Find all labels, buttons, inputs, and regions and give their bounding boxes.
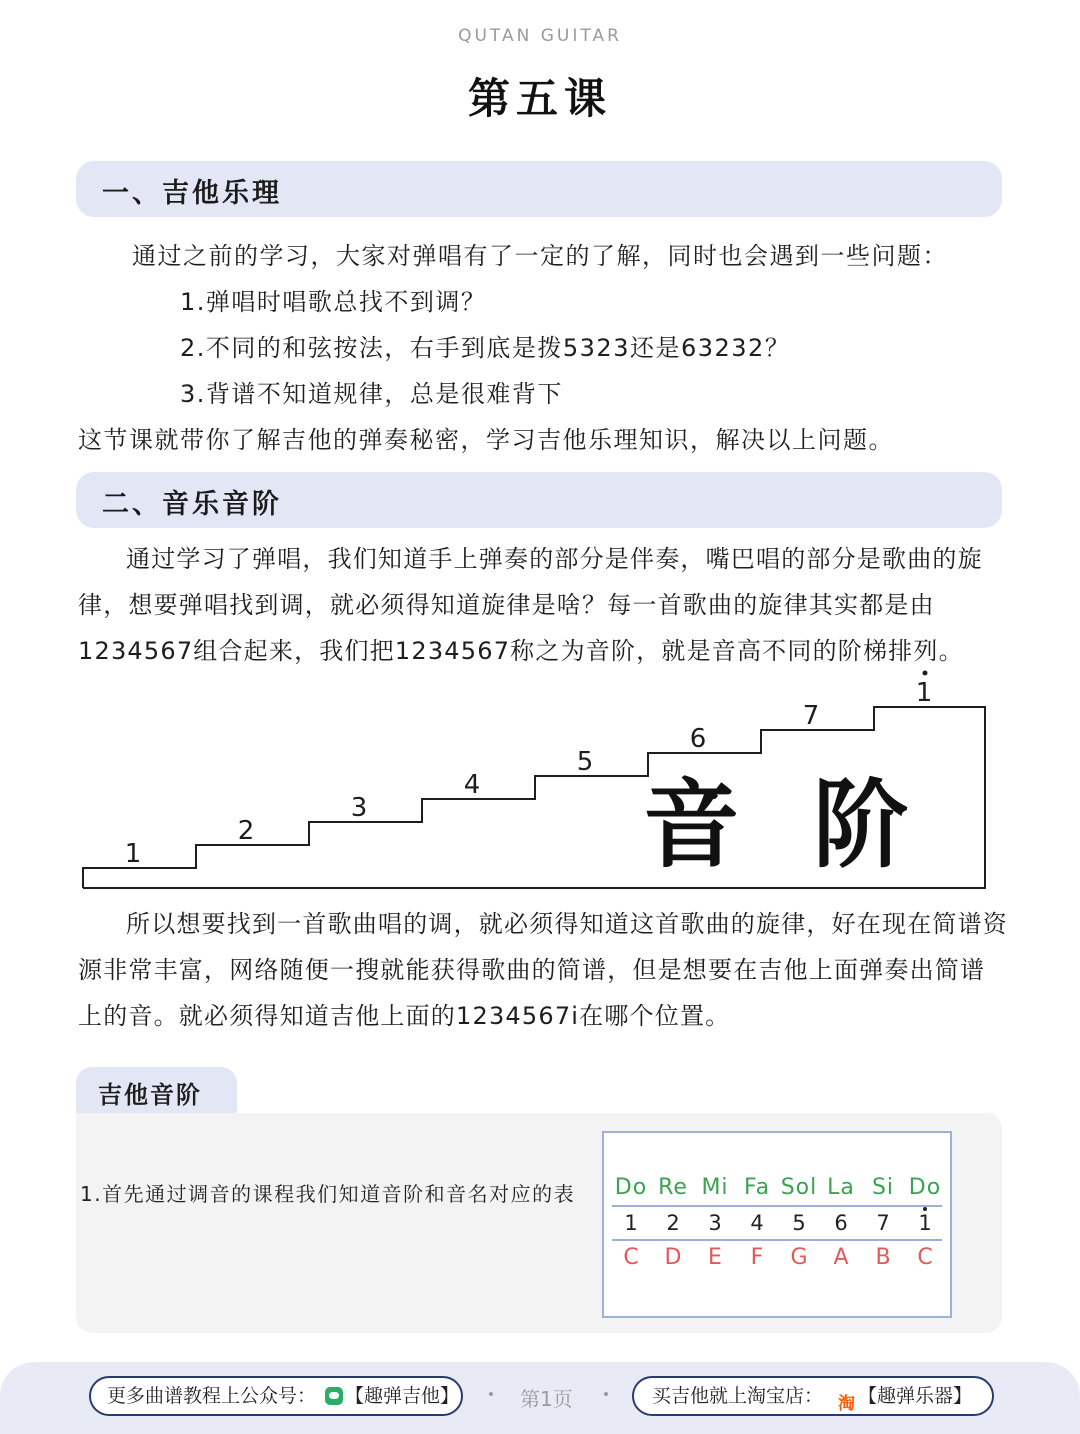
wechat-account: 【趣弹吉他】	[345, 1385, 460, 1407]
scale-cell: Re	[658, 1175, 688, 1200]
question-item: 3.背谱不知道规律，总是很难背下	[180, 380, 563, 408]
divider	[612, 1205, 942, 1207]
section-heading: 一、吉他乐理	[102, 178, 282, 209]
taobao-prompt: 买吉他就上淘宝店：	[652, 1385, 824, 1407]
scale-cell: 1	[624, 1211, 638, 1235]
wechat-prompt: 更多曲谱教程上公众号：	[107, 1385, 317, 1407]
number-row	[610, 1211, 946, 1235]
step-label: 5	[576, 747, 594, 777]
staircase-diagram	[0, 670, 1080, 895]
divider	[612, 1239, 942, 1241]
taobao-shop: 【趣弹乐器】	[858, 1385, 973, 1407]
scale-cell: C	[623, 1245, 639, 1270]
section-heading: 二、音乐音阶	[102, 489, 282, 520]
section-header-scale	[76, 472, 1002, 528]
scale-cell: 2	[666, 1211, 680, 1235]
scale-label: 音 阶	[643, 769, 929, 881]
scale-cell: D	[664, 1245, 682, 1270]
scale-cell: B	[875, 1245, 891, 1270]
high-octave-dot	[923, 671, 928, 676]
scale-cell: E	[708, 1245, 722, 1270]
scale-cell: Mi	[701, 1175, 729, 1200]
scale-cell: 3	[708, 1211, 722, 1235]
scale-cell: 4	[750, 1211, 764, 1235]
question-item: 2.不同的和弦按法，右手到底是拨5323还是63232？	[180, 334, 791, 362]
section-header-theory	[76, 161, 1002, 217]
wechat-icon	[325, 1387, 343, 1405]
step-label: 7	[802, 701, 820, 731]
scale-paragraph: 通过学习了弹唱，我们知道手上弹奏的部分是伴奏，嘴巴唱的部分是歌曲的旋律，想要弹唱找到调，就必须得知道旋律是啥？每一首歌曲的旋律其实都是由1234567组合起来，我们把1234567称之为音阶，就是音高不同的阶梯排列。	[78, 545, 983, 665]
taobao-icon: 淘	[838, 1394, 855, 1414]
question-item: 1.弹唱时唱歌总找不到调？	[180, 288, 487, 316]
scale-cell: 6	[834, 1211, 848, 1235]
brand-text: QUTAN GUITAR	[458, 26, 622, 46]
scale-cell: Fa	[743, 1175, 771, 1200]
summary-line: 这节课就带你了解吉他的弹奏秘密，学习吉他乐理知识，解决以上问题。	[78, 426, 894, 454]
solfege-row	[610, 1175, 946, 1200]
high-octave-dot	[923, 1207, 927, 1211]
guitar-paragraph: 所以想要找到一首歌曲唱的调，就必须得知道这首歌曲的旋律，好在现在简谱资源非常丰富，网络随便一搜就能获得歌曲的简谱，但是想要在吉他上面弹奏出简谱上的音。就必须得知道吉他上面的1234567i在哪个位置。	[78, 910, 1008, 1030]
intro-line: 通过之前的学习，大家对弹唱有了一定的了解，同时也会遇到一些问题：	[132, 242, 948, 270]
letter-row	[610, 1245, 946, 1270]
scale-cell: 5	[792, 1211, 806, 1235]
footer	[0, 1362, 1080, 1434]
scale-cell: A	[833, 1245, 849, 1270]
taobao-pill[interactable]	[632, 1376, 994, 1416]
box-tab-label: 吉他音阶	[98, 1081, 202, 1109]
scale-cell: G	[790, 1245, 808, 1270]
step-label: 3	[350, 793, 368, 823]
separator-dot	[604, 1392, 608, 1396]
scale-cell: 1	[905, 1211, 945, 1235]
scale-cell: 7	[876, 1211, 890, 1235]
step-label: 6	[689, 724, 707, 754]
scale-cell: F	[750, 1245, 764, 1270]
step-label: 1	[124, 839, 142, 869]
scale-cell: Do	[908, 1175, 942, 1200]
wechat-pill[interactable]	[89, 1376, 463, 1416]
page-number: 第1页	[520, 1387, 573, 1411]
scale-cell: Sol	[780, 1175, 818, 1200]
step-label: 1	[915, 678, 933, 708]
panel-text: 1.首先通过调音的课程我们知道音阶和音名对应的表	[80, 1182, 576, 1206]
scale-table	[602, 1131, 952, 1318]
scale-panel	[76, 1113, 1002, 1333]
page-title: 第五课	[467, 74, 612, 123]
box-tab	[76, 1067, 237, 1115]
scale-cell: Si	[871, 1175, 895, 1200]
scale-cell: La	[827, 1175, 855, 1200]
scale-cell: C	[917, 1245, 933, 1270]
separator-dot	[489, 1392, 493, 1396]
scale-cell: Do	[614, 1175, 648, 1200]
step-label: 4	[463, 770, 481, 800]
step-label: 2	[237, 816, 255, 846]
